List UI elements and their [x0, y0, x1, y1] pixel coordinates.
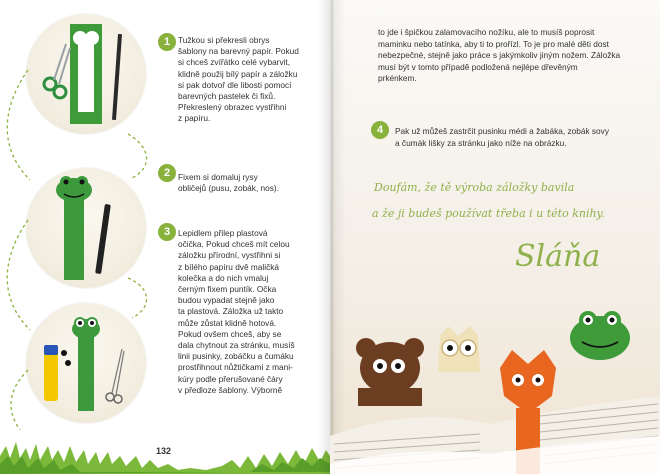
- step-number-badge: 1: [158, 33, 176, 51]
- bookmarks-illustration: [330, 296, 660, 474]
- step-text: Fixem si domaluj rysy obličejů (pusu, zobák, nos).: [178, 172, 280, 194]
- step-number-badge: 2: [158, 164, 176, 182]
- step-text: Pak už můžeš zastrčit pusinku médi a žabáka, zobák sovy a čumák lišky za stránku jako níže na obrázku.: [395, 126, 609, 148]
- continued-paragraph: to jde i špičkou zalamovacího nožíku, ale to musíš poprosit maminku nebo tatínka, aby ti to prořízl. To je pro malé děti dost nebezpečné, stejně jako práce s jakýmkoliv jiným nožem. Záložka musí být v tomto případě podložená nejlépe dřevěným prkénkem.: [378, 27, 621, 84]
- handwritten-line: a že ji budeš používat třeba i u této knihy.: [372, 207, 605, 220]
- step-number-badge: 3: [158, 223, 176, 241]
- page-number: 132: [156, 446, 172, 456]
- step-number-badge: 4: [371, 121, 389, 139]
- step-text: Tužkou si překresli obrys šablony na barevný papír. Pokud si chceš zvířátko celé vybarvit, klidně použij bílý papír a záložku si pak dotvoř dle libosti pomocí barevných pastelek či fixů. Překreslený obrazec vystřihni z papíru.: [178, 35, 299, 124]
- step1-photo: [26, 14, 146, 134]
- step-text: Lepidlem přilep plastová očička. Pokud chceš mít celou záložku přírodní, vystřihni si z bílého papíru dvě maličká kolečka a do nich vmaluj černým fixem puntík. Očka budou vypadat stejně jako ta plastová. Záložka už takto může zůstat klidně hotová. Pokud ovšem chceš, aby se dala chytnout za stránku, musíš linii pusinky, zobáčku a čumáku prostřihnout nůžtičkami z mani- kúry podle přerušované čáry v předloze šablony. Výborně: [178, 228, 295, 395]
- dashed-curve-decoration: [0, 70, 40, 430]
- author-signature: Sláňa: [515, 239, 601, 274]
- handwritten-line: Doufám, že tě výroba záložky bavila: [374, 181, 575, 194]
